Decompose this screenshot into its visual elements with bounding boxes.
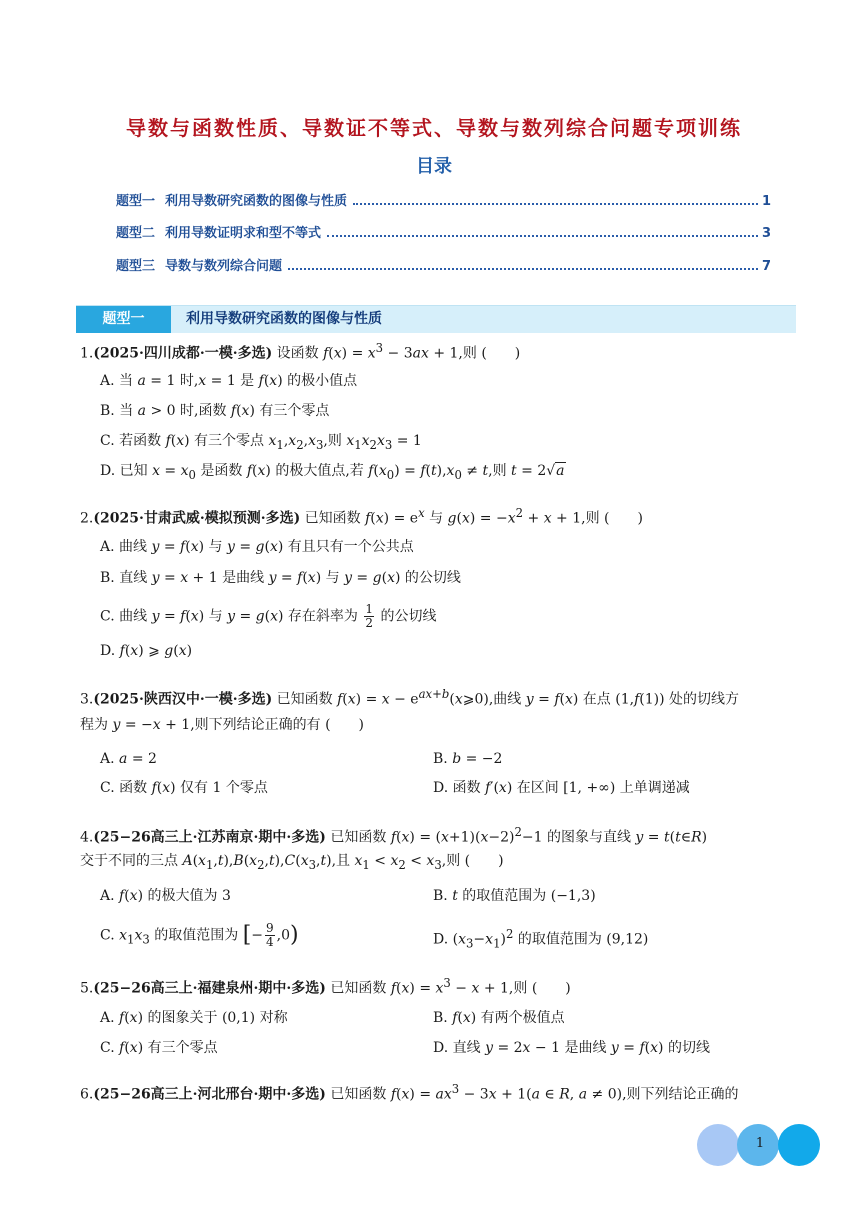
section-tag: 题型一 [76, 306, 171, 333]
section-title: 利用导数研究函数的图像与性质 [186, 311, 382, 327]
section-header [76, 305, 796, 333]
toc-leader [353, 203, 758, 205]
question-3-option-a: A. a = 2 [100, 751, 157, 767]
toc-item[interactable] [116, 252, 771, 274]
toc-item-name: 利用导数研究函数的图像与性质 [165, 194, 348, 209]
question-2-option-a: A. 曲线 y = f(x) 与 y = g(x) 有且只有一个公共点 [100, 539, 414, 555]
toc-item-name: 利用导数证明求和型不等式 [165, 226, 322, 241]
question-3-option-d: D. 函数 f′(x) 在区间 [1, +∞) 上单调递减 [433, 780, 690, 796]
document-title: 导数与函数性质、导数证不等式、导数与数列综合问题专项训练 [126, 116, 742, 140]
question-5-stem: 5.(25−26高三上·福建泉州·期中·多选) 已知函数 $f(x) = x^3 - x + 1$,则 ( ) [80, 976, 571, 997]
question-1-stem: 1.(2025·四川成都·一模·多选) 设函数 $f(x) = x^3 - 3ax + 1$,则 ( ) [80, 341, 521, 362]
question-5-option-a: A. f(x) 的图象关于 (0,1) 对称 [100, 1010, 288, 1026]
page-circle-left [697, 1124, 739, 1166]
question-5-option-c: C. f(x) 有三个零点 [100, 1040, 218, 1056]
question-4-stem: 4.(25−26高三上·江苏南京·期中·多选) 已知函数 $f(x) = (x+1)(x-2)^2-1$ 的图象与直线 y = t(t∈R) [80, 825, 708, 846]
toc-leader [327, 235, 758, 237]
question-2-option-d: D. f(x) ⩾ g(x) [100, 643, 193, 659]
toc-leader [288, 268, 758, 270]
question-4-option-d: D. $(x_3-x_1)^2$ 的取值范围为 (9,12) [433, 927, 649, 951]
question-1-option-a: A. 当 a = 1 时,x = 1 是 f(x) 的极小值点 [100, 373, 358, 389]
toc-item-type: 题型二 [116, 226, 156, 241]
question-4-option-c: C. $x_1x_3$ 的取值范围为 [− $\frac{9}{4}$ ,0) [100, 921, 299, 949]
question-4-stem-cont: 交于不同的三点 $A(x_1,t),B(x_2,t),C(x_3,t)$,且 $x_1 < x_2 < x_3$,则 ( ) [80, 853, 504, 872]
toc-item-type: 题型三 [116, 259, 156, 274]
question-6-stem: 6.(25−26高三上·河北邢台·期中·多选) 已知函数 $f(x) = ax^3 - 3x + 1(a$ ∈ R, a ≠ 0),则下列结论正确的 [80, 1082, 739, 1103]
toc-heading: 目录 [416, 156, 452, 177]
question-3-option-b: B. b = −2 [433, 751, 503, 767]
toc-item-page: 3 [761, 226, 771, 241]
question-5-option-d: D. 直线 y = 2x − 1 是曲线 y = f(x) 的切线 [433, 1040, 710, 1056]
page-circle-right [778, 1124, 820, 1166]
question-1-option-b: B. 当 a > 0 时,函数 f(x) 有三个零点 [100, 403, 330, 419]
question-2-option-c: C. 曲线 y = f(x) 与 y = g(x) 存在斜率为 $\frac{1}{2}$ 的公切线 [100, 602, 437, 630]
toc-item-type: 题型一 [116, 194, 156, 209]
page-number: 1 [755, 1136, 765, 1151]
question-5-option-b: B. f(x) 有两个极值点 [433, 1010, 565, 1026]
question-1-option-c: C. 若函数 f(x) 有三个零点 $x_1,x_2,x_3$,则 $x_1x_2x_3 = 1$ [100, 433, 422, 452]
question-3-option-c: C. 函数 f(x) 仅有 1 个零点 [100, 780, 268, 796]
question-2-option-b: B. 直线 y = x + 1 是曲线 y = f(x) 与 y = g(x) 的公切线 [100, 570, 461, 586]
question-4-option-b: B. t 的取值范围为 (−1,3) [433, 888, 596, 904]
question-3-stem-cont: 程为 y = −x + 1,则下列结论正确的有 ( ) [80, 717, 365, 733]
toc-item-page: 1 [761, 194, 771, 209]
toc-item[interactable] [116, 187, 771, 209]
question-1-option-d: D. 已知 $x = x_0$ 是函数 f(x) 的极大值点,若 $f(x_0) = f(t),x_0 \ne t$,则 t = 2√a [100, 463, 565, 482]
toc-item-name: 导数与数列综合问题 [165, 259, 283, 274]
question-2-stem: 2.(2025·甘肃武威·模拟预测·多选) 已知函数 $f(x) = e^x$ 与 $g(x) = -x^2 + x + 1$,则 ( ) [80, 506, 643, 527]
question-3-stem: 3.(2025·陕西汉中·一模·多选) 已知函数 $f(x) = x - e^{ax+b}(x⩾0)$,曲线 y = f(x) 在点 (1,f(1)) 处的切线方 [80, 687, 739, 708]
question-4-option-a: A. f(x) 的极大值为 3 [100, 888, 231, 904]
toc-item-page: 7 [761, 259, 771, 274]
toc-item[interactable] [116, 219, 771, 241]
